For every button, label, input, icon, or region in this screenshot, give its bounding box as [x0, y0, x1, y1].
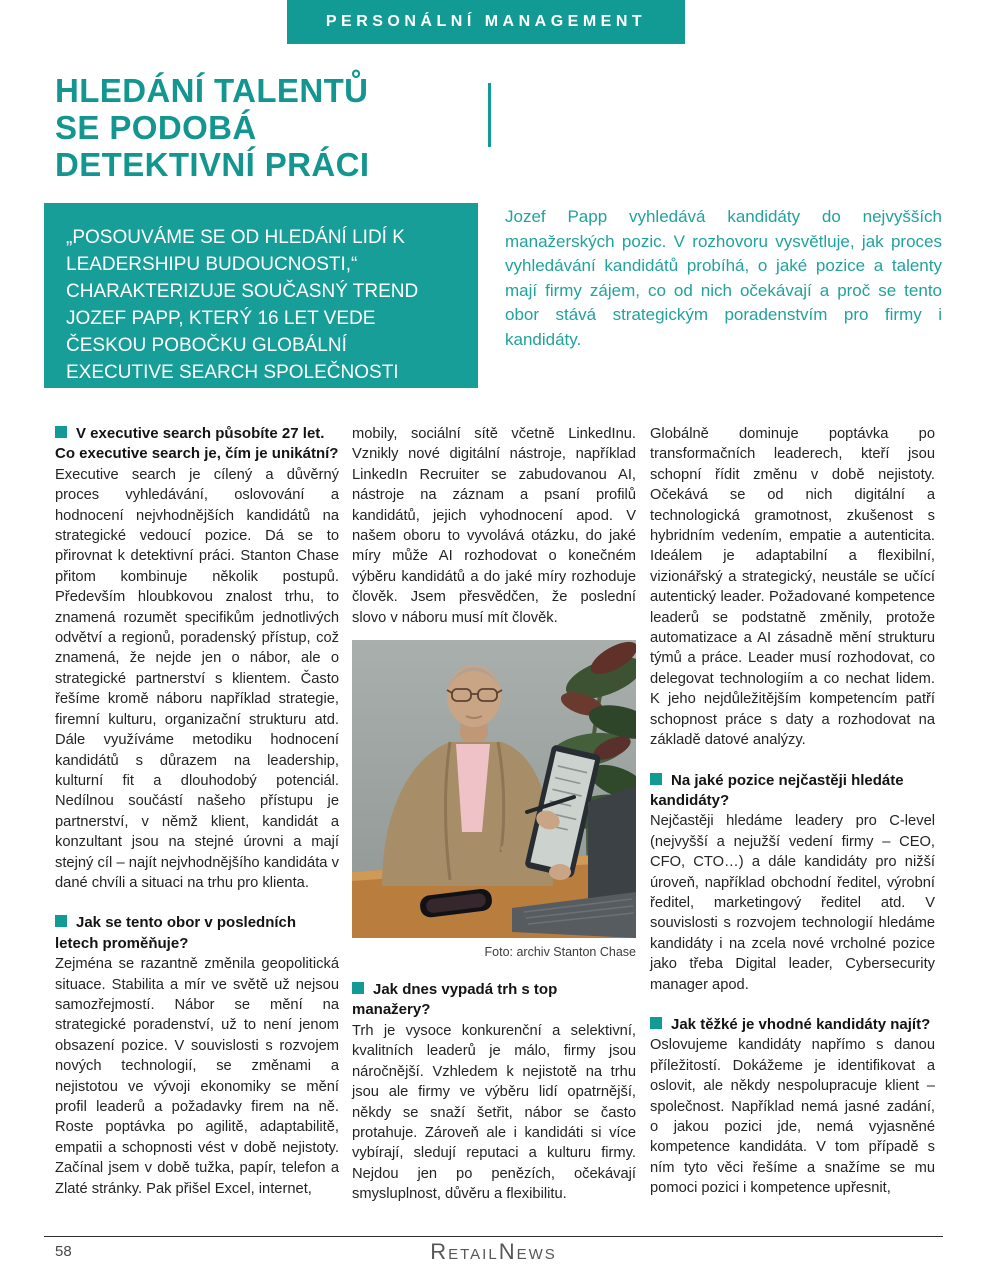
- pull-quote-text: „POSOUVÁME SE OD HLEDÁNÍ LIDÍ K LEADERSHIPU BUDOUCNOSTI,“ CHARAKTERIZUJE SOUČASNÝ TREND JOZEF PAPP, KTERÝ 16 LET VEDE ČESKOU POBOČKU GLOBÁLNÍ EXECUTIVE SEARCH SPOLEČNOSTI STANTON CHASE.: [66, 227, 419, 410]
- question-text: V executive search působíte 27 let. Co executive search je, čím je unikátní?: [55, 425, 339, 463]
- answer-paragraph: Trh je vysoce konkurenční a selektivní, kvalitních leaderů je málo, firmy jsou náročnější. Vzhledem k nejistotě na trhu jsou ale firmy ve výběru lidí opatrnější, někdy se snaží šetřit, nábor se často protahuje. Zároveň ale i kandidáti si více vybírají, sledují reputaci a kulturu firmy. Nejdou jen po penězích, očekávají smysluplnost, důvěru a flexibilitu.: [352, 1022, 636, 1203]
- question-text: Jak dnes vypadá trh s top manažery?: [352, 981, 558, 1019]
- intro-paragraph: Jozef Papp vyhledává kandidáty do nejvyšších manažerských pozic. V rozhovoru vysvětluje, jak proces vyhledávání kandidátů probíhá, o jaké pozice a talenty mají firmy zájem, co od nich očekávají a proč se tento obor stává strategickým poradenstvím pro firmy i kandidáty.: [505, 207, 942, 349]
- answer-paragraph: Zejména se razantně změnila geopolitická situace. Stabilita a mír ve světě už nejsou samozřejmostí. Nábor se mění na strategické poradenství, už to není jenom obsazení pozice. V souvislosti s rozvojem nových technologií, se změnami a nejistotou ve vývoji ekonomiky se mění profil leaderů a požadavky firem na ně. Roste poptávka po agilitě, adaptabilitě, empatii a schopnosti vést v době nejistoty. Začínal jsem v době tužka, papír, telefon a Zlaté stránky. Pak přišel Excel, internet,: [55, 956, 339, 1197]
- article-title-line-2: SE PODOBÁ: [55, 109, 257, 146]
- photo-jozef-papp: [352, 640, 636, 938]
- answer-paragraph: mobily, sociální sítě včetně LinkedInu. Vznikly nové digitální nástroje, například LinkedIn Recruiter se zabudovanou AI, nástroje na záznam a psaní profilů kandidátů, jejich vyhodnocení apod. V našem oboru to vyvolává otázku, do jaké míry může AI rozhodovat o konečném výběru kandidátů a do jaké míry rozhoduje člověk. Jsem přesvědčen, že poslední slovo v náboru musí mít člověk.: [352, 426, 636, 626]
- question-block-1: [55, 424, 339, 465]
- column-1: [55, 424, 339, 1199]
- question-block-5: [650, 1015, 935, 1035]
- question-bullet-icon: [55, 915, 67, 927]
- question-bullet-icon: [650, 773, 662, 785]
- question-block-3: [352, 980, 636, 1021]
- magazine-logo: RetailNews: [430, 1239, 557, 1264]
- question-bullet-icon: [55, 426, 67, 438]
- section-banner-label: PERSONÁLNÍ MANAGEMENT: [325, 13, 647, 30]
- column-3: [650, 424, 935, 1199]
- question-block-2: [55, 913, 339, 954]
- question-bullet-icon: [352, 982, 364, 994]
- answer-paragraph: Globálně dominuje poptávka po transformačních leaderech, kteří jsou schopní řídit změnu v době nejistoty. Očekává se od nich digitální a technologická gramotnost, zkušenost s hybridním vedením, empatie a autenticita. Ideálem je adaptabilní a flexibilní, vizionářský a strategický, neustále se učící autentický leader. Požadované kompetence leaderů se podstatně změnily, protože automatizace a AI zásadně mění strukturu týmů a práce. Leader musí rozhodovat, co delegovat technologiím a co nechat lidem. K jeho nejdůležitějším kompetencím patří schopnost práce s daty a rozhodovat na základě datové analýzy.: [650, 426, 935, 749]
- question-block-4: [650, 771, 935, 812]
- question-text: Jak se tento obor v posledních letech proměňuje?: [55, 914, 297, 952]
- article-title-line-3: DETEKTIVNÍ PRÁCI: [55, 146, 370, 183]
- footer-rule: [44, 1236, 943, 1237]
- answer-paragraph: Executive search je cílený a důvěrný proces vyhledávání, oslovování a hodnocení nejvhodnějších kandidátů na strategické vedoucí pozice. Dá se to přirovnat k detektivní práci. Stanton Chase přitom kombinuje několik postupů. Především hloubkovou znalost trhu, to znamená rozumět specifikům jednotlivých odvětví a regionů, poradenský přístup, což znamená, že nejde jen o nábor, ale o strategické partnerství s klientem. Často řešíme kromě náboru například strategie, firemní kulturu, organizační strukturu atd. Dále využíváme metodiku hodnocení kandidátů s důrazem na leadership, kulturní fit a dlouhodobý potenciál. Nedílnou součástí našeho přístupu je partnerství, v němž klient, kandidát a konzultant jsou na stejné úrovni a mají stejný cíl – najít nejvhodnějšího kandidáta v dané chvíli a situaci na trhu pro klienta.: [55, 466, 339, 891]
- page-number: 58: [55, 1243, 72, 1260]
- question-bullet-icon: [650, 1017, 662, 1029]
- column-2: [352, 424, 636, 1205]
- article-title-line-1: HLEDÁNÍ TALENTŮ: [55, 72, 369, 109]
- article-title: [55, 72, 369, 183]
- title-divider-line: [488, 83, 491, 147]
- question-text: Na jaké pozice nejčastěji hledáte kandidáty?: [650, 771, 904, 809]
- answer-paragraph: Nejčastěji hledáme leadery pro C-level (nejvyšší a nejužší vedení firmy – CEO, CFO, CTO…) a dále kandidáty pro nižší úroveň, například obchodní ředitel, výrobní ředitel, marketingový ředitel atd. V souvislosti s rozvojem technologií hledáme kandidáty i na zcela nové vrcholné pozice jako třeba Digital leader, Cybersecurity manager apod.: [650, 813, 935, 993]
- section-banner: [287, 0, 685, 44]
- photo-caption: Foto: archiv Stanton Chase: [484, 945, 636, 960]
- answer-paragraph: Oslovujeme kandidáty napřímo s danou příležitostí. Dokážeme je identifikovat a oslovit, ale někdy nespolupracuje klient – společnost. Například nemá jasné zadání, o jakou pozici jde, nemá vyjasněné kompetence kandidáta. V tom případě s ním tyto věci řešíme a snažíme se mu pomoci pozici i kompetence upřesnit,: [650, 1037, 935, 1197]
- question-text: Jak těžké je vhodné kandidáty najít?: [671, 1015, 931, 1033]
- pull-quote-box: [44, 203, 478, 410]
